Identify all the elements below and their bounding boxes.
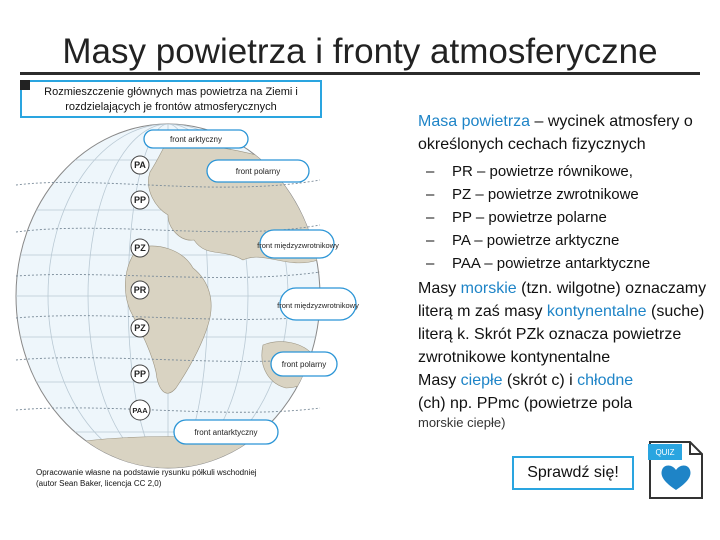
mass-label-pz-north: PZ: [134, 243, 146, 253]
front-label-arctic: front arktyczny: [169, 135, 223, 144]
paragraph-example: (ch) np. PPmc (powietrze pola: [418, 395, 633, 412]
map-caption: Rozmieszczenie głównych mas powietrza na Ziemi i rozdzielających je frontów atmosferycznych: [20, 80, 322, 118]
definition: [418, 110, 718, 156]
term-cold: chłodne: [577, 372, 634, 389]
front-label-itcz-north: front międzyzwrotnikowy: [257, 241, 339, 250]
term-warm: ciepłe: [460, 372, 503, 389]
paragraph-maritime: Masy morskie (tzn. wilgotne) oznaczamy literą m zaś masy kontynentalne (suche) literą k. Skrót PZk oznacza powietrze zwrotnikowe kontynentalne: [418, 280, 707, 366]
quiz-heart-icon[interactable]: [646, 436, 706, 502]
list-item: – PR – powietrze równikowe,: [426, 163, 633, 180]
list-item: – PA – powietrze arktyczne: [426, 232, 620, 249]
air-masses-globe-map: [18, 120, 359, 468]
term-maritime: morskie: [460, 280, 517, 297]
mass-label-pp-north: PP: [133, 195, 147, 205]
list-item: – PAA – powietrze antarktyczne: [426, 255, 651, 272]
definition-term: Masa powietrza: [418, 113, 531, 130]
paragraph-warm-cold: Masy ciepłe (skrót c) i chłodne: [418, 372, 634, 389]
term-continental: kontynentalne: [546, 303, 647, 320]
list-item: – PP – powietrze polarne: [426, 209, 607, 226]
definition-rest: – wycinek atmosfery o określonych cechach fizycznych: [418, 113, 693, 153]
credit-line-1: Opracowanie własne na podstawie rysunku półkuli wschodniej: [36, 468, 257, 477]
mass-label-pp-south: PP: [133, 369, 147, 379]
front-label-polar-south: front polarny: [281, 360, 327, 369]
credit-line-2: (autor Sean Baker, licencja CC 2,0): [36, 479, 162, 488]
front-label-antarctic: front antarktyczny: [194, 428, 258, 437]
slide-title: Masy powietrza i fronty atmosferyczne: [62, 32, 658, 71]
mass-label-pr: PR: [133, 285, 147, 295]
front-label-polar-north: front polarny: [235, 167, 281, 176]
list-item: – PZ – powietrze zwrotnikowe: [426, 186, 639, 203]
air-mass-list: [418, 160, 718, 275]
map-credit: [36, 467, 257, 489]
mass-label-pa: PA: [134, 160, 146, 170]
right-text-panel: [418, 110, 718, 430]
paragraph-example-end: morskie ciepłe): [418, 415, 506, 430]
title-underline: [20, 72, 700, 75]
check-yourself-button[interactable]: Sprawdź się!: [512, 456, 634, 490]
quiz-badge-text: QUIZ: [655, 448, 675, 457]
mass-label-paa: PAA: [132, 406, 148, 415]
front-label-itcz-south: front międzyzwrotnikowy: [277, 301, 359, 310]
black-corner-marker: [20, 80, 30, 90]
mass-label-pz-south: PZ: [134, 323, 146, 333]
mass-markers: [130, 156, 150, 420]
